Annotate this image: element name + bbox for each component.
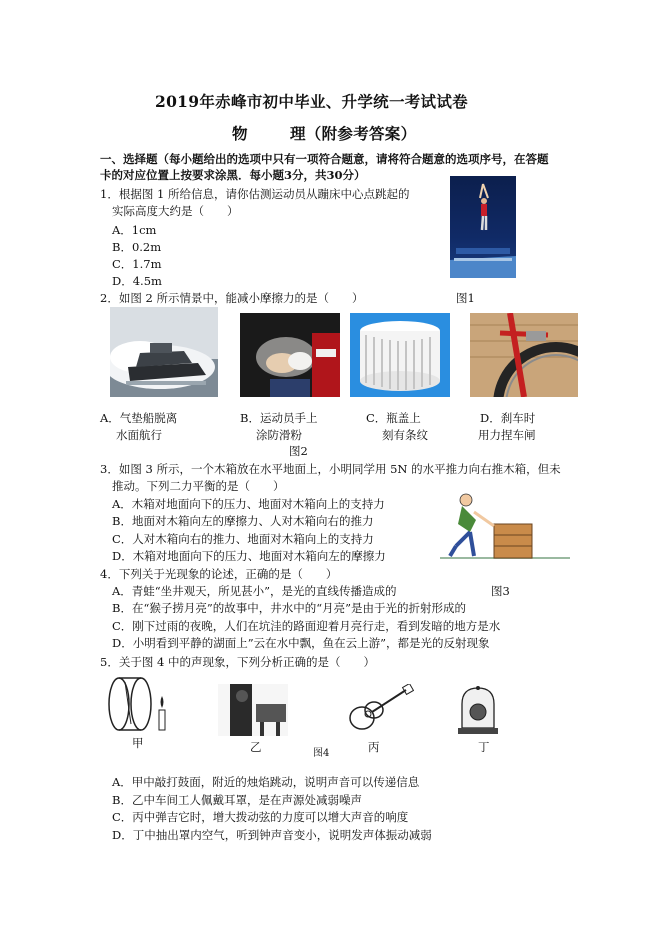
- q3-option-c: C．人对木箱向右的推力、地面对木箱向上的支持力: [112, 532, 374, 546]
- q4-stem: 4．下列关于光现象的论述，正确的是（ ）: [100, 567, 338, 581]
- fig4-label-ding: 丁: [478, 740, 490, 754]
- q2-stem: 2．如图 2 所示情景中，能减小摩擦力的是（ ）: [100, 291, 364, 305]
- q5-stem: 5．关于图 4 中的声现象，下列分析正确的是（ ）: [100, 655, 375, 669]
- bell-jar-figure: [458, 684, 498, 736]
- person-pushing-box-figure: [440, 490, 570, 570]
- bottle-cap-photo: [350, 313, 450, 397]
- q2-option-b-line1: B．运动员手上: [240, 411, 318, 425]
- q2-option-c-line1: C．瓶盖上: [366, 411, 421, 425]
- drum-candle-figure: [105, 674, 175, 734]
- figure4-label: 图4: [313, 748, 330, 759]
- q3-line2: 推动。下列二力平衡的是（ ）: [112, 479, 285, 493]
- q5-option-c: C．丙中弹吉它时，增大拨动弦的力度可以增大声音的响度: [112, 810, 409, 824]
- q1-option-d: D．4.5m: [112, 274, 162, 288]
- q4-option-d: D．小明看到平静的湖面上”云在水中飘，鱼在云上游”，都是光的反射现象: [112, 636, 490, 650]
- q5-option-a: A．甲中敲打鼓面，附近的烛焰跳动，说明声音可以传递信息: [112, 775, 420, 789]
- figure3-label: 图3: [491, 584, 510, 598]
- q1-option-a: A．1cm: [112, 223, 157, 237]
- q1-line2: 实际高度大约是（ ）: [112, 204, 239, 218]
- q3-option-b: B．地面对木箱向左的摩擦力、人对木箱向右的推力: [112, 514, 374, 528]
- q2-option-d-line1: D．刹车时: [480, 411, 536, 425]
- hovercraft-photo: [110, 307, 218, 397]
- workshop-earmuffs-figure: [218, 684, 288, 736]
- q1-option-c: C．1.7m: [112, 257, 162, 271]
- q2-option-b-line2: 涂防滑粉: [256, 428, 302, 442]
- q3-option-a: A．木箱对地面向下的压力、地面对木箱向上的支持力: [112, 497, 385, 511]
- section-heading-line2: 卡的对应位置上按要求涂黑．每小题3分，共30分）: [100, 168, 366, 182]
- trampoline-athlete-photo: [450, 176, 516, 278]
- chalk-hands-photo: [240, 313, 340, 397]
- fig4-label-jia: 甲: [132, 736, 144, 750]
- q3-option-d: D．木箱对地面向下的压力、地面对木箱向左的摩擦力: [112, 549, 386, 563]
- page-title: 2019年赤峰市初中毕业、升学统一考试试卷: [155, 92, 468, 111]
- q3-line1: 3．如图 3 所示，一个木箱放在水平地面上，小明同学用 5N 的水平推力向右推木箱，但未: [100, 462, 561, 476]
- q4-option-c: C．刚下过雨的夜晚，人们在坑洼的路面迎着月亮行走，看到发暗的地方是水: [112, 619, 501, 633]
- q1-line1: 1．根据图 1 所给信息，请你估测运动员从蹦床中心点跳起的: [100, 187, 410, 201]
- q4-option-b: B．在“猴子捞月亮”的故事中，井水中的“月亮”是由于光的折射形成的: [112, 601, 466, 615]
- q2-option-c-line2: 刻有条纹: [382, 428, 428, 442]
- section-heading-line1: 一、选择题（每小题给出的选项中只有一项符合题意，请将符合题意的选项序号，在答题: [100, 152, 549, 166]
- q5-option-d: D．丁中抽出罩内空气，听到钟声音变小，说明发声体振动减弱: [112, 828, 432, 842]
- subject-title: 理（附参考答案）: [290, 124, 417, 143]
- guitar-figure: [348, 684, 414, 732]
- fig4-label-bing: 丙: [368, 740, 380, 754]
- q2-option-d-line2: 用力捏车闸: [478, 428, 536, 442]
- q2-option-a-line2: 水面航行: [116, 428, 162, 442]
- figure2-label: 图2: [289, 444, 308, 458]
- q1-option-b: B．0.2m: [112, 240, 162, 254]
- subject-char1: 物: [232, 124, 248, 143]
- fig4-label-yi: 乙: [250, 740, 262, 754]
- q5-option-b: B．乙中车间工人佩戴耳罩，是在声源处减弱噪声: [112, 793, 362, 807]
- q4-option-a: A．青蛙“坐井观天，所见甚小”，是光的直线传播造成的: [112, 584, 397, 598]
- figure1-label: 图1: [456, 291, 475, 305]
- q2-option-a-line1: A．气垫船脱离: [100, 411, 178, 425]
- bicycle-brake-photo: [470, 313, 578, 397]
